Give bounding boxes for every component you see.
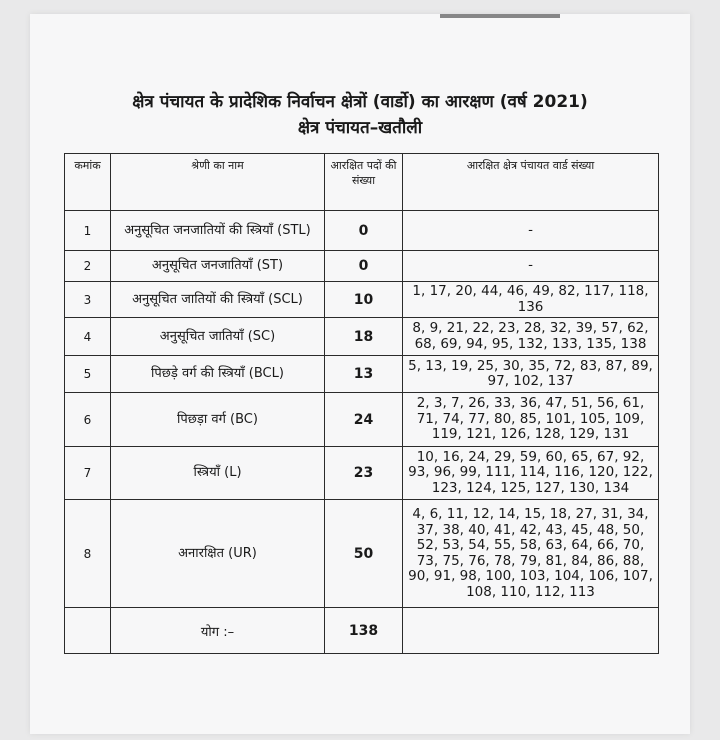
row-serial: 2 xyxy=(65,251,111,282)
row-posts: 0 xyxy=(325,211,403,251)
total-wards-empty xyxy=(403,608,659,654)
row-category: अनुसूचित जनजातियाँ (ST) xyxy=(111,251,325,282)
row-serial: 1 xyxy=(65,211,111,251)
row-wards: 10, 16, 24, 29, 59, 60, 65, 67, 92, 93, 96, 99, 111, 114, 116, 120, 122, 123, 124, 125, 127, 130, 134 xyxy=(403,447,659,500)
table-row xyxy=(65,500,659,608)
row-wards: 1, 17, 20, 44, 46, 49, 82, 117, 118, 136 xyxy=(403,282,659,318)
row-posts: 13 xyxy=(325,356,403,393)
header-serial: कमांक xyxy=(65,154,111,211)
row-posts: 0 xyxy=(325,251,403,282)
row-serial: 4 xyxy=(65,318,111,356)
document-title: क्षेत्र पंचायत के प्रादेशिक निर्वाचन क्षेत्रों (वार्डो) का आरक्षण (वर्ष 2021) xyxy=(132,92,588,112)
table-row xyxy=(65,356,659,393)
top-edge-marks xyxy=(440,14,560,18)
header-posts: आरक्षित पदों की संख्या xyxy=(325,154,403,211)
row-category: स्त्रियाँ (L) xyxy=(111,447,325,500)
row-serial: 3 xyxy=(65,282,111,318)
row-wards: - xyxy=(403,211,659,251)
table-row xyxy=(65,211,659,251)
row-serial: 6 xyxy=(65,393,111,447)
row-category: पिछड़ा वर्ग (BC) xyxy=(111,393,325,447)
row-posts: 24 xyxy=(325,393,403,447)
reservation-table xyxy=(64,153,659,654)
row-posts: 10 xyxy=(325,282,403,318)
row-wards: 4, 6, 11, 12, 14, 15, 18, 27, 31, 34, 37, 38, 40, 41, 42, 43, 45, 48, 50, 52, 53, 54, 55, 58, 63, 64, 66, 70, 73, 75, 76, 78, 79, 81, 84, 86, 88, 90, 91, 98, 100, 103, 104, 106, 107, 108, 110, 112, 113 xyxy=(403,500,659,608)
table-total-row xyxy=(65,608,659,654)
row-wards: - xyxy=(403,251,659,282)
header-category: श्रेणी का नाम xyxy=(111,154,325,211)
row-posts: 50 xyxy=(325,500,403,608)
row-category: अनारक्षित (UR) xyxy=(111,500,325,608)
table-row xyxy=(65,393,659,447)
row-wards: 5, 13, 19, 25, 30, 35, 72, 83, 87, 89, 97, 102, 137 xyxy=(403,356,659,393)
table-row xyxy=(65,318,659,356)
row-category: अनुसूचित जातियों की स्त्रियाँ (SCL) xyxy=(111,282,325,318)
table-row xyxy=(65,447,659,500)
row-category: अनुसूचित जनजातियों की स्त्रियाँ (STL) xyxy=(111,211,325,251)
total-posts: 138 xyxy=(325,608,403,654)
total-label: योग :– xyxy=(111,608,325,654)
row-posts: 18 xyxy=(325,318,403,356)
header-wards: आरक्षित क्षेत्र पंचायत वार्ड संख्या xyxy=(403,154,659,211)
row-serial: 8 xyxy=(65,500,111,608)
table-header-row xyxy=(65,154,659,211)
row-wards: 8, 9, 21, 22, 23, 28, 32, 39, 57, 62, 68, 69, 94, 95, 132, 133, 135, 138 xyxy=(403,318,659,356)
total-serial-empty xyxy=(65,608,111,654)
row-serial: 7 xyxy=(65,447,111,500)
table-row xyxy=(65,282,659,318)
row-serial: 5 xyxy=(65,356,111,393)
row-posts: 23 xyxy=(325,447,403,500)
document-subtitle: क्षेत्र पंचायत–खतौली xyxy=(297,118,423,138)
table-row xyxy=(65,251,659,282)
row-category: पिछड़े वर्ग की स्त्रियाँ (BCL) xyxy=(111,356,325,393)
row-wards: 2, 3, 7, 26, 33, 36, 47, 51, 56, 61, 71, 74, 77, 80, 85, 101, 105, 109, 119, 121, 126, 128, 129, 131 xyxy=(403,393,659,447)
row-category: अनुसूचित जातियाँ (SC) xyxy=(111,318,325,356)
